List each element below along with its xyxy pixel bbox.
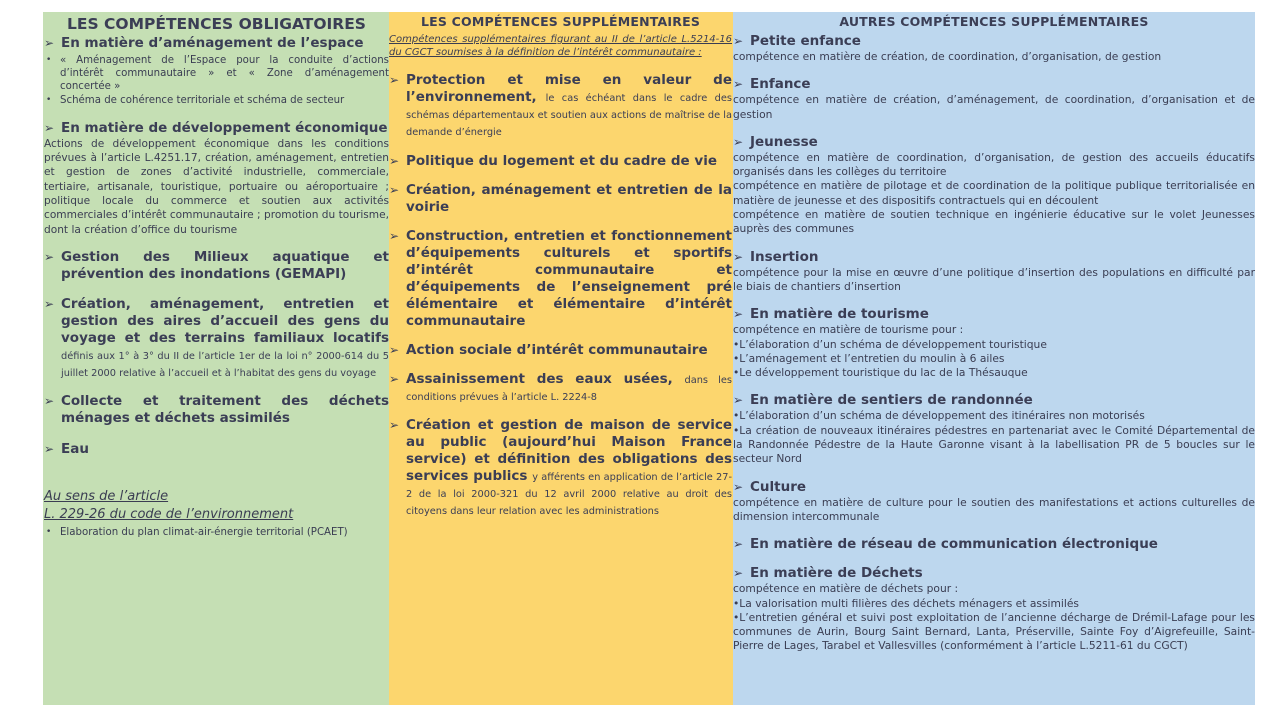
bullet-list (44, 54, 389, 107)
arrow-bullet-icon: ➢ (733, 479, 744, 494)
section-assainissement: ➢ Assainissement des eaux usées, dans les conditions prévues à l’article L. 2224-8 (389, 371, 733, 403)
list-item: • Schéma de cohérence territoriale et schéma de secteur (60, 94, 389, 107)
column-other (733, 12, 1255, 705)
column-title: LES COMPÉTENCES SUPPLÉMENTAIRES (420, 14, 701, 29)
arrow-bullet-icon: ➢ (733, 307, 744, 322)
arrow-bullet-icon: ➢ (733, 34, 744, 48)
column-title: LES COMPÉTENCES OBLIGATOIRES (67, 15, 366, 33)
column-title: AUTRES COMPÉTENCES SUPPLÉMENTAIRES (839, 14, 1149, 29)
arrow-bullet-icon: ➢ (733, 393, 744, 408)
section-culture: ➢ Culture compétence en matière de culture pour le soutien des manifestations et actions culturelles de dimension intercommunale (733, 478, 1255, 523)
intro-text: Compétences supplémentaires figurant au II de l’article L.5214-16 du CGCT soumises à la définition de l’intérêt communautaire : (389, 34, 732, 58)
arrow-bullet-icon: ➢ (733, 566, 744, 581)
section-gemapi: ➢ Gestion des Milieux aquatique et prévention des inondations (GEMAPI) (44, 248, 389, 282)
arrow-bullet-icon: ➢ (44, 393, 55, 408)
section-enfance: ➢ Enfance compétence en matière de création, d’aménagement, de coordination, d’organisation et de gestion (733, 76, 1255, 121)
arrow-bullet-icon: ➢ (733, 77, 744, 92)
arrow-bullet-icon: ➢ (44, 36, 55, 50)
section-logement: ➢ Politique du logement et du cadre de vie (389, 153, 717, 169)
arrow-bullet-icon: ➢ (44, 296, 55, 311)
section-economie: ➢ En matière de développement économique Actions de développement économique dans les conditions prévues à l’article L.4251.17, création, aménagement, entretien et gestion de zones d’activité industrielle, commerciale, tertiaire, artisanale, touristique, portuaire ou aéroportuaire ; politique locale du commerce et soutien aux activités commerciales d’intérêt communautaire ; promotion du tourisme, dont la création d’office du tourisme (44, 119, 389, 236)
arrow-bullet-icon: ➢ (389, 154, 400, 168)
section-voirie: ➢ Création, aménagement et entretien de la voirie (389, 182, 732, 215)
section-tourisme: ➢ En matière de tourisme compétence en matière de tourisme pour : •L’élaboration d’un schéma de développement touristique •L’aménagement et l’entretien du moulin à 6 ailes •Le développement touristique du lac de la Thésauque (733, 306, 1047, 380)
article-ref: Au sens de l’article (44, 488, 169, 504)
section-dechets: ➢ Collecte et traitement des déchets ménages et déchets assimilés (44, 392, 389, 426)
arrow-bullet-icon: ➢ (389, 372, 400, 386)
arrow-bullet-icon: ➢ (733, 537, 744, 552)
arrow-bullet-icon: ➢ (389, 73, 400, 87)
section-action-sociale: ➢ Action sociale d’intérêt communautaire (389, 342, 708, 358)
list-item: • « Aménagement de l’Espace pour la conduite d’actions d’intérêt communautaire » et « Zone d’aménagement concertée » (60, 54, 389, 94)
section-eau: ➢ Eau (44, 440, 89, 457)
article-ref: L. 229-26 du code de l’environnement (44, 506, 294, 522)
arrow-bullet-icon: ➢ (389, 183, 400, 197)
arrow-bullet-icon: ➢ (389, 418, 400, 432)
section-maison-service: ➢ Création et gestion de maison de service au public (aujourd’hui Maison France service) et définition des obligations des services publics y afférents en application de l’article 27-2 de la loi 2000-321 du 12 avril 2000 relative au droit des citoyens dans leur relation avec les administrations (389, 417, 732, 517)
arrow-bullet-icon: ➢ (733, 134, 744, 149)
section-gens-du-voyage: ➢ Création, aménagement, entretien et gestion des aires d’accueil des gens du voyage et des terrains familiaux locatifs définis aux 1° à 3° du II de l’article 1er de la loi n° 2000-614 du 5 juillet 2000 relative à l’accueil et à l’habitat des gens du voyage (44, 295, 389, 379)
arrow-bullet-icon: ➢ (44, 441, 55, 456)
column-mandatory (43, 12, 389, 705)
section-dechets-autres: ➢ En matière de Déchets compétence en matière de déchets pour : •La valorisation multi filières des déchets ménagers et assimilés •L’entretien général et suivi post exploitation de l’ancienne décharge de Drémil-Lafage pour les communes de Aurin, Bourg Saint Bernard, Lanta, Préserville, Sainte Foy d’Aigrefeuille, Saint-Pierre de Lages, Tarabel et Vallesvilles (conformément à l’article L.5211-61 du CGCT) (733, 565, 1255, 653)
arrow-bullet-icon: ➢ (389, 229, 400, 243)
section-petite-enfance: ➢ Petite enfance compétence en matière de création, de coordination, d’organisation, de gestion (733, 33, 1162, 63)
arrow-bullet-icon: ➢ (389, 343, 400, 357)
arrow-bullet-icon: ➢ (44, 120, 55, 135)
section-jeunesse: ➢ Jeunesse compétence en matière de coordination, d’organisation, de gestion des accueils éducatifs organisés dans les collèges du territoire compétence en matière de pilotage et de coordination de la politique publique territorialisée en matière de jeunesse et des dispositifs contractuels qui en découlent compétence en matière de soutien technique en ingénierie éducative sur le volet Jeunesses auprès des communes (733, 133, 1255, 236)
bullet-list (44, 526, 389, 539)
arrow-bullet-icon: ➢ (733, 249, 744, 264)
section-pcaet (44, 488, 389, 539)
section-text: Actions de développement économique dans les conditions prévues à l’article L.4251.17, création, aménagement, entretien et gestion de zones d’activité industrielle, commerciale, tertiaire, artisanale, touristique, portuaire ou aéroportuaire ; politique locale du commerce et soutien aux activités commerciales d’intérêt communautaire ; promotion du tourisme, dont la création d’office du tourisme (44, 137, 389, 236)
arrow-bullet-icon: ➢ (44, 249, 55, 264)
section-environnement: ➢ Protection et mise en valeur de l’environnement, le cas échéant dans le cadre des schémas départementaux et soutien aux actions de maîtrise de la demande d’énergie (389, 72, 733, 138)
section-sentiers: ➢ En matière de sentiers de randonnée •L’élaboration d’un schéma de développement des itinéraires non motorisés •La création de nouveaux itinéraires pédestres en partenariat avec le Comité Départemental de la Randonnée Pédestre de la Haute Garonne visant à la labellisation PR de 5 boucles sur le secteur Nord (733, 392, 1255, 466)
column-supplementary (389, 12, 733, 705)
section-reseau: ➢ En matière de réseau de communication électronique (733, 536, 1158, 553)
section-equipements: ➢ Construction, entretien et fonctionnement d’équipements culturels et sportifs d’intérêt communautaire et d’équipements de l’enseignement pré élémentaire et élémentaire d’intérêt communautaire (389, 228, 732, 329)
list-item: • Elaboration du plan climat-air-énergie territorial (PCAET) (60, 526, 389, 539)
section-insertion: ➢ Insertion compétence pour la mise en œuvre d’une politique d’insertion des populations en difficulté par le biais de chantiers d’insertion (733, 248, 1255, 293)
section-amenagement: ➢ En matière d’aménagement de l’espace • « Aménagement de l’Espace pour la conduite d’actions d’intérêt communautaire » et « Zone d’aménagement concertée » • Schéma de cohérence territoriale et schéma de secteur (44, 35, 389, 107)
